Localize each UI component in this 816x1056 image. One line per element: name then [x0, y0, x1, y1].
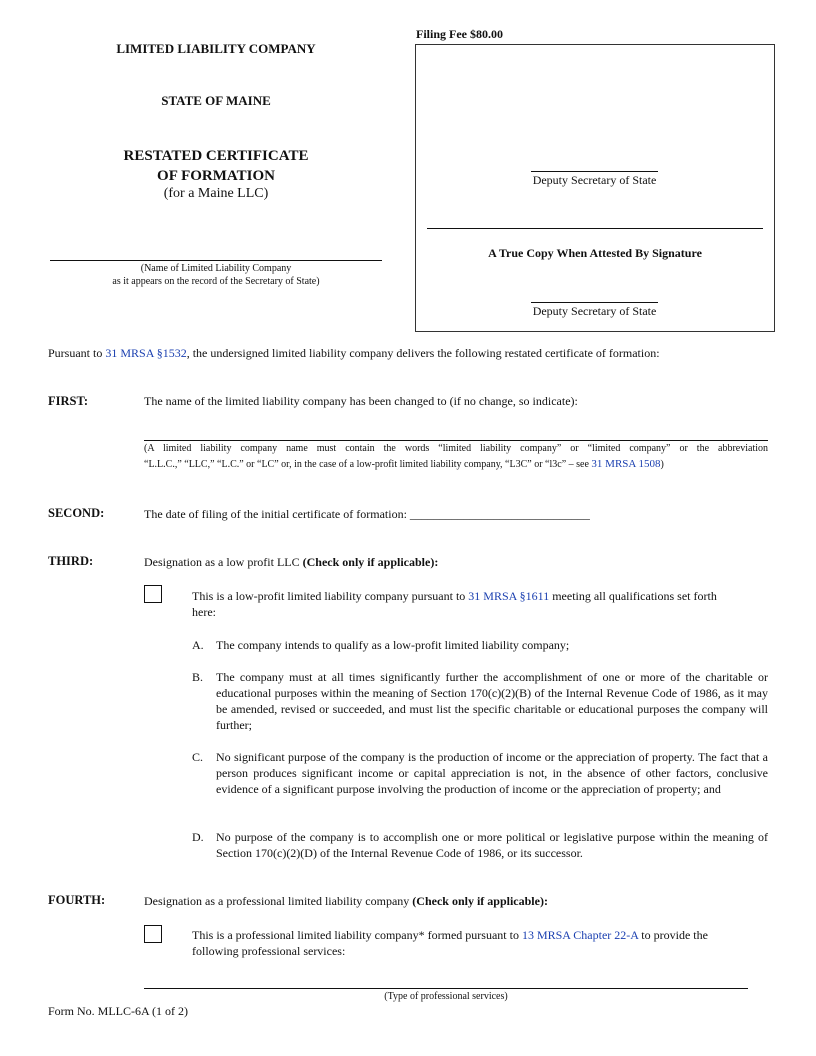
fourth-check-note: (Check only if applicable):: [412, 894, 548, 908]
professional-text-after: to provide the: [638, 928, 708, 942]
deputy-secretary-caption-2: Deputy Secretary of State: [532, 304, 657, 318]
professional-services-caption: (Type of professional services): [384, 991, 508, 1002]
title-line-1: RESTATED CERTIFICATE: [123, 148, 309, 164]
state-heading: STATE OF MAINE: [161, 93, 271, 108]
fourth-label: FOURTH:: [48, 893, 106, 907]
filing-fee: Filing Fee $80.00: [416, 27, 503, 41]
intro-text-after: , the undersigned limited liability company delivers the following restated certificate of formation:: [186, 346, 660, 360]
statute-link-1508[interactable]: 31 MRSA 1508: [591, 458, 661, 470]
third-heading: [144, 554, 774, 570]
item-b-text: The company must at all times significantly further the accomplishment of one or more of the charitable or educational purposes within the meaning of Section 170(c)(2)(B) of the Internal Revenue Code of 1986, as it may be amended, revised or succeeded, and must list the specific charitable or educational purposes the company will further;: [216, 670, 768, 732]
item-b-letter: B.: [192, 670, 204, 684]
statute-link-chapter-22a[interactable]: 13 MRSA Chapter 22-A: [521, 928, 639, 942]
intro-paragraph: [48, 345, 778, 361]
item-d-letter: D.: [192, 830, 204, 844]
first-label: FIRST:: [48, 394, 89, 408]
box-divider: [427, 228, 763, 229]
professional-text-line-1: [192, 927, 768, 943]
subtitle: (for a Maine LLC): [163, 186, 269, 201]
fourth-heading: [144, 893, 774, 909]
company-type-heading: LIMITED LIABILITY COMPANY: [116, 41, 316, 56]
form-number: Form No. MLLC-6A (1 of 2): [48, 1004, 188, 1018]
company-name-field[interactable]: [50, 260, 382, 261]
second-text: [144, 506, 774, 522]
deputy-secretary-caption-1: Deputy Secretary of State: [532, 173, 657, 187]
low-profit-text-line-1: [192, 588, 768, 604]
first-text: The name of the limited liability company has been changed to (if no change, so indicate):: [144, 394, 578, 408]
low-profit-checkbox[interactable]: [144, 585, 162, 603]
professional-llc-checkbox[interactable]: [144, 925, 162, 943]
professional-text: This is a professional limited liability company* formed pursuant to: [192, 928, 522, 942]
company-name-caption-2: as it appears on the record of the Secretary of State): [112, 276, 320, 287]
low-profit-text-line-2: here:: [192, 605, 216, 619]
item-d-text: No purpose of the company is to accomplish one or more political or legislative purpose within the meaning of Section 170(c)(2)(D) of the Internal Revenue Code of 1986, or its successor.: [216, 830, 768, 860]
second-label: SECOND:: [48, 506, 105, 520]
company-name-caption-1: (Name of Limited Liability Company: [140, 263, 292, 274]
name-note-line-1: (A limited liability company name must contain the words “limited liability company” or “limited company” or the abbreviation: [144, 443, 768, 454]
statute-link-1611[interactable]: 31 MRSA §1611: [468, 589, 550, 603]
name-note-text: “L.L.C.,” “LLC,” “L.C.” or “LC” or, in the case of a low-profit limited liability company, “L3C” or “l3c” – see: [144, 459, 592, 470]
new-name-field[interactable]: [144, 440, 768, 441]
professional-text-line-2: following professional services:: [192, 944, 346, 958]
item-a-letter: A.: [192, 638, 204, 652]
second-text-label: The date of filing of the initial certificate of formation:: [144, 507, 407, 521]
item-a-text: The company intends to qualify as a low-profit limited liability company;: [216, 638, 570, 652]
name-note-line-2: [144, 458, 768, 471]
third-heading-text: Designation as a low profit LLC: [144, 555, 300, 569]
intro-text-before: Pursuant to: [48, 346, 106, 360]
professional-services-field[interactable]: [144, 988, 748, 989]
fourth-heading-text: Designation as a professional limited liability company: [144, 894, 410, 908]
low-profit-text-after: meeting all qualifications set forth: [549, 589, 717, 603]
item-c-text: No significant purpose of the company is the production of income or the appreciation of property. The fact that a person produces significant income or capital appreciation is not, in the absence of other factors, conclusive evidence of a significant purpose involving the production of income or the appreciation of property; and: [216, 750, 768, 796]
name-note-close: ): [660, 459, 664, 470]
third-label: THIRD:: [48, 554, 94, 568]
low-profit-text: This is a low-profit limited liability company pursuant to: [192, 589, 469, 603]
item-c-letter: C.: [192, 750, 204, 764]
filing-box: [415, 44, 775, 332]
initial-filing-date-field[interactable]: ______________________________: [409, 507, 590, 521]
third-check-note: (Check only if applicable):: [302, 555, 439, 569]
attest-text: A True Copy When Attested By Signature: [488, 246, 702, 260]
statute-link-1532[interactable]: 31 MRSA §1532: [105, 346, 187, 360]
title-line-2: OF FORMATION: [157, 168, 275, 184]
